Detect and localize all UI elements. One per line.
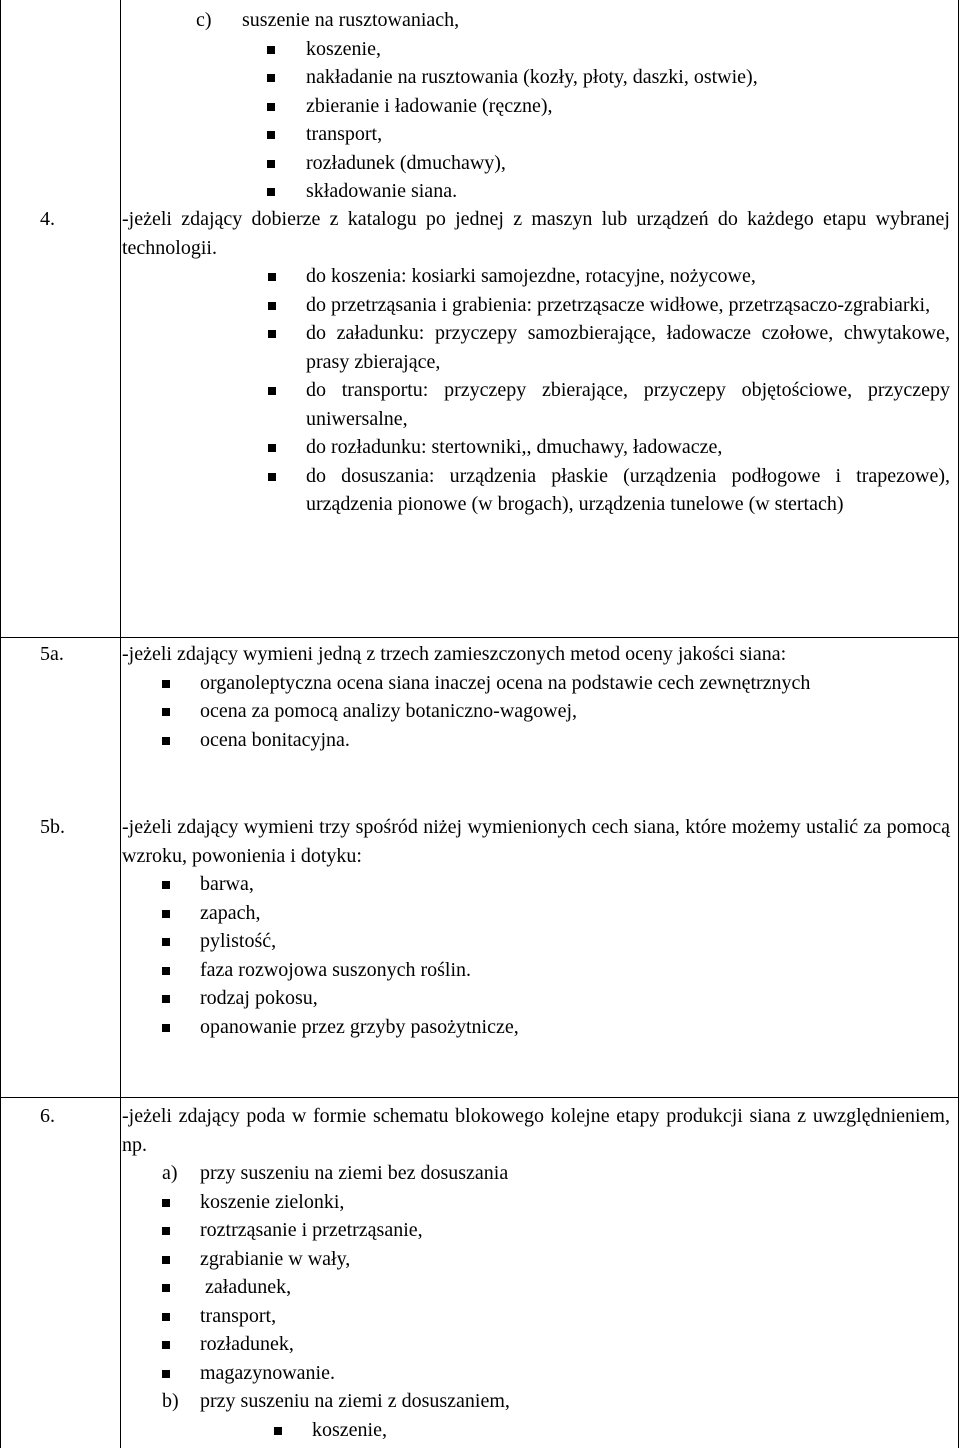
list-item: ocena bonitacyjna. [200,726,950,755]
list-item: do przetrząsania i grabienia: przetrząsacze widłowe, przetrząsaczo-zgrabiarki, [306,291,950,320]
list-item: organoleptyczna ocena siana inaczej ocena na podstawie cech zewnętrznych [200,669,950,698]
criterion-text: -jeżeli zdający dobierze z katalogu po jednej z maszyn lub urządzeń do każdego etapu wybranej technologii. [122,208,950,259]
row-number: 4. [40,208,55,230]
subsection-title: przy suszeniu na ziemi z dosuszaniem, [200,1390,510,1412]
row-content [122,640,950,754]
bullet-list [306,262,950,519]
subsection-a [162,1159,950,1188]
list-item: koszenie, [306,35,946,64]
list-item: do załadunku: przyczepy samozbierające, ładowacze czołowe, chwytakowe, prasy zbierające, [306,319,950,376]
list-item: rozładunek (dmuchawy), [306,149,946,178]
list-item: do transportu: przyczepy zbierające, przyczepy objętościowe, przyczepy uniwersalne, [306,376,950,433]
list-item: rodzaj pokosu, [200,984,950,1013]
row-content [122,1102,950,1444]
subsection-title: przy suszeniu na ziemi bez dosuszania [200,1162,509,1184]
list-item: transport, [200,1302,950,1331]
row-number: 5b. [40,816,65,838]
bullet-list [200,870,950,1041]
subsection-label: a) [162,1162,178,1184]
list-item: nakładanie na rusztowania (kozły, płoty, daszki, ostwie), [306,63,946,92]
list-item: opanowanie przez grzyby pasożytnicze, [200,1013,950,1042]
row-content [122,813,950,1041]
list-item: załadunek, [200,1273,950,1302]
list-item: zbieranie i ładowanie (ręczne), [306,92,946,121]
bullet-list [306,35,946,206]
row-number: 5a. [40,643,64,665]
list-item: koszenie zielonki, [200,1188,950,1217]
subsection-label: c) [196,9,212,31]
list-item: składowanie siana. [306,177,946,206]
list-item: magazynowanie. [200,1359,950,1388]
subsection-title: suszenie na rusztowaniach, [242,9,460,31]
table-left-border [0,0,1,1448]
table-right-border [958,0,959,1448]
row-number: 6. [40,1105,55,1127]
list-item: zgrabianie w wały, [200,1245,950,1274]
list-item: barwa, [200,870,950,899]
bullet-list [200,1188,950,1388]
list-item: do koszenia: kosiarki samojezdne, rotacyjne, nożycowe, [306,262,950,291]
list-item: do rozładunku: stertowniki,, dmuchawy, ładowacze, [306,433,950,462]
table-column-divider [120,0,121,1448]
list-item: zapach, [200,899,950,928]
criterion-text: -jeżeli zdający poda w formie schematu blokowego kolejne etapy produkcji siana z uwzględnieniem, np. [122,1105,950,1156]
list-item: roztrząsanie i przetrząsanie, [200,1216,950,1245]
row-content [122,205,950,519]
table-row-divider [0,637,959,638]
bullet-list [312,1416,950,1445]
subsection-c [196,6,459,35]
table-row-divider [0,1097,959,1098]
list-item: rozładunek, [200,1330,950,1359]
list-item: koszenie, [312,1416,950,1445]
subsection-label: b) [162,1390,179,1412]
subsection-b [162,1387,950,1416]
bullet-list [200,669,950,755]
list-item: do dosuszania: urządzenia płaskie (urządzenia podłogowe i trapezowe), urządzenia pionowe (w brogach), urządzenia tunelowe (w stertach) [306,462,950,519]
list-item: transport, [306,120,946,149]
list-item: ocena za pomocą analizy botaniczno-wagowej, [200,697,950,726]
list-item: pylistość, [200,927,950,956]
criterion-text: -jeżeli zdający wymieni trzy spośród niżej wymienionych cech siana, które możemy ustalić za pomocą wzroku, powonienia i dotyku: [122,816,950,867]
criterion-text: -jeżeli zdający wymieni jedną z trzech zamieszczonych metod oceny jakości siana: [122,643,787,665]
list-item: faza rozwojowa suszonych roślin. [200,956,950,985]
